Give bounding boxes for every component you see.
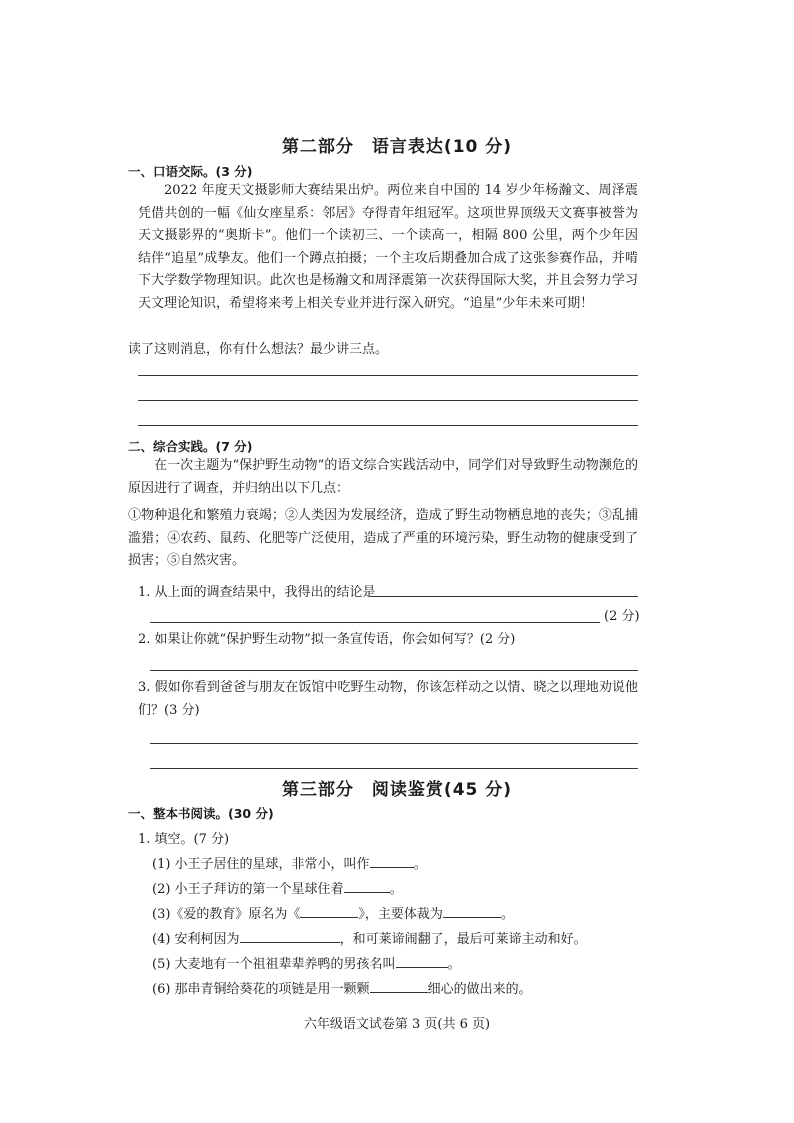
news-passage: 2022 年度天文摄影师大赛结果出炉。两位来自中国的 14 岁少年杨瀚文、周泽震凭借共创的一幅《仙女座星系：邻居》夺得青年组冠军。这项世界顶级天文赛事被誉为天文摄影界的“奥斯卡”。他们一个读初三、一个读高一，相隔 800 公里，两个少年因结伴“追星”成挚友。他们一个蹲点拍摄；一个主攻后期叠加合成了这张参赛作品，并啃下大学数学物理知识。此次也是杨瀚文和周泽震第一次获得国际大奖，并且会努力学习天文理论知识，希望将来考上相关专业并进行深入研究。“追星”少年未来可期！ (138, 183, 638, 311)
section-whole-book-title: 一、整本书阅读。(30 分) (128, 806, 274, 821)
fill-item-1: (1) 小王子居住的星球，非常小，叫作 。 (152, 853, 427, 872)
answer-line[interactable] (138, 425, 638, 426)
answer-line[interactable] (138, 375, 638, 376)
fill-item-2: (2) 小王子拜访的第一个星球住着 。 (152, 878, 403, 897)
fill-item-4: (4) 安利柯因为 ，和可莱谛闹翻了，最后可莱谛主动和好。 (152, 928, 587, 947)
sub-question-2: 2. 如果让你就“保护野生动物”拟一条宣传语，你会如何写？(2 分) (138, 632, 516, 647)
oral-prompt: 读了这则消息，你有什么想法？最少讲三点。 (128, 342, 389, 357)
answer-line[interactable] (370, 596, 638, 597)
answer-line[interactable] (150, 622, 600, 623)
part2-title: 第二部分 语言表达(10 分) (281, 137, 513, 157)
answer-line[interactable] (150, 743, 638, 744)
blank-field[interactable] (240, 928, 340, 943)
part3-title: 第三部分 阅读鉴赏(45 分) (281, 780, 513, 800)
page-footer: 六年级语文试卷第 3 页(共 6 页) (303, 1017, 491, 1032)
blank-field[interactable] (370, 978, 428, 993)
blank-field[interactable] (396, 953, 448, 968)
section-practice-title: 二、综合实践。(7 分) (128, 439, 253, 454)
blank-field[interactable] (443, 903, 501, 918)
blank-field[interactable] (344, 878, 390, 893)
sub-question-1: 1. 从上面的调查结果中，我得出的结论是 (138, 585, 376, 600)
answer-line[interactable] (150, 768, 638, 769)
survey-points: ①物种退化和繁殖力衰竭；②人类因为发展经济，造成了野生动物栖息地的丧失；③乱捕滥猎；④农药、鼠药、化肥等广泛使用，造成了严重的环境污染，野生动物的健康受到了损害；⑤自然灾害。 (128, 508, 638, 569)
section-oral-communication-title: 一、口语交际。(3 分) (128, 164, 253, 179)
blank-field[interactable] (300, 903, 358, 918)
fill-item-3: (3)《爱的教育》原名为《 》，主要体裁为 。 (152, 903, 514, 922)
sub-question-1-score: (2 分) (604, 609, 640, 624)
fill-item-5: (5) 大麦地有一个祖祖辈辈养鸭的男孩名叫 。 (152, 953, 461, 972)
practice-intro: 在一次主题为“保护野生动物”的语文综合实践活动中，同学们对导致野生动物濒危的原因进行了调查，并归纳出以下几点： (128, 458, 638, 496)
sub-question-3: 3. 假如你看到爸爸与朋友在饭馆中吃野生动物，你该怎样动之以情、晓之以理地劝说他们？(3 分) (138, 680, 638, 718)
fill-item-6: (6) 那串青铜给葵花的项链是用一颗颗 细心的做出来的。 (152, 978, 532, 997)
fill-blank-title: 1. 填空。(7 分) (138, 832, 230, 847)
blank-field[interactable] (370, 853, 414, 868)
answer-line[interactable] (138, 400, 638, 401)
answer-line[interactable] (150, 670, 638, 671)
